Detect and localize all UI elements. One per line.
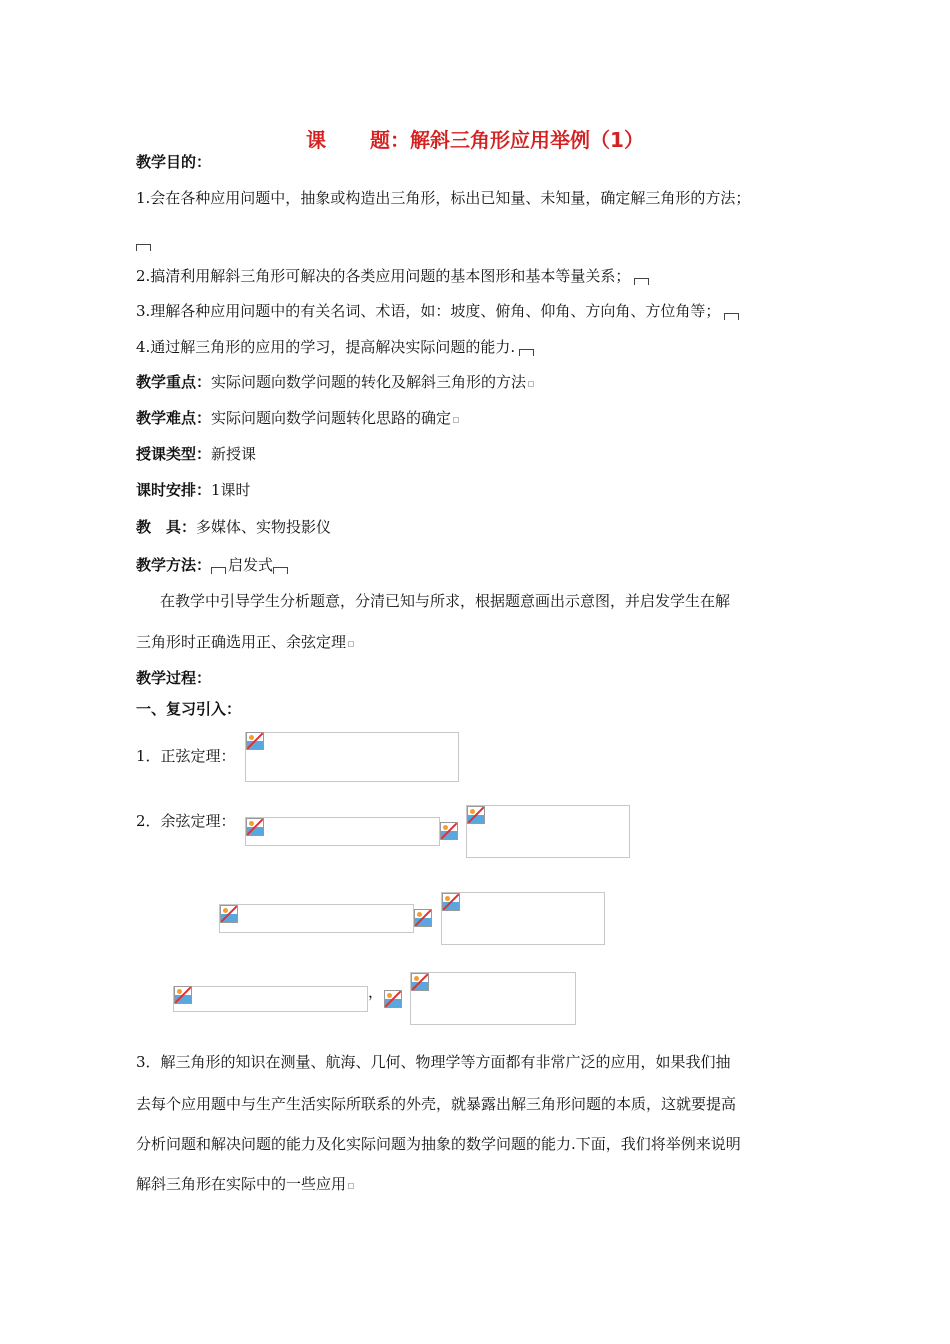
schedule: 课时安排：1课时 (136, 481, 251, 499)
title-part2: 题：解斜三角形应用举例（1） (370, 128, 644, 152)
key-point: 教学重点：实际问题向数学问题的转化及解斜三角形的方法 (136, 372, 534, 392)
method-paragraph-line2: 三角形时正确选用正、余弦定理 (136, 632, 354, 652)
cosine-formula-image-4 (441, 892, 605, 945)
cosine-formula-image-2 (466, 805, 630, 858)
objective-item-1: 1.会在各种应用问题中，抽象或构造出三角形，标出已知量、未知量，确定解三角形的方法； (136, 189, 751, 207)
application-paragraph-line2: 去每个应用题中与生产生活实际所联系的外壳，就暴露出解三角形问题的本质，这就要提高 (136, 1095, 737, 1113)
sine-law-formula-image (245, 732, 459, 782)
objective-item-2: 2.搞清利用解斜三角形可解决的各类应用问题的基本图形和基本等量关系； (136, 266, 649, 286)
objective-item-3: 3.理解各种应用问题中的有关名词、术语，如：坡度、俯角、仰角、方向角、方位角等； (136, 301, 739, 321)
tools: 教 具：多媒体、实物投影仪 (136, 518, 332, 536)
broken-image-icon (467, 806, 485, 824)
objectives-heading: 教学目的： (136, 153, 212, 171)
paragraph-mark (136, 232, 151, 252)
broken-image-icon (440, 822, 458, 840)
page-title (0, 124, 950, 153)
broken-image-icon (411, 973, 429, 991)
broken-image-icon (174, 986, 192, 1004)
formula-comma: ， (368, 983, 384, 1001)
cosine-formula-image-5 (173, 986, 368, 1012)
title-part1: 课 (306, 128, 327, 152)
broken-image-icon (246, 732, 264, 750)
method-paragraph-line1: 在教学中引导学生分析题意，分清已知与所求，根据题意画出示意图，并启发学生在解 (160, 592, 731, 610)
cosine-law-label: 2．余弦定理： (136, 812, 236, 830)
broken-image-icon (442, 893, 460, 911)
application-paragraph-line1: 3．解三角形的知识在测量、航海、几何、物理学等方面都有非常广泛的应用，如果我们抽 (136, 1053, 731, 1071)
method: 教学方法： 启发式 (136, 555, 288, 575)
cosine-formula-image-3 (219, 904, 414, 933)
lesson-type: 授课类型：新授课 (136, 445, 257, 463)
application-paragraph-line3: 分析问题和解决问题的能力及化实际问题为抽象的数学问题的能力.下面，我们将举例来说明 (136, 1135, 741, 1153)
difficulty: 教学难点：实际问题向数学问题转化思路的确定 (136, 408, 459, 428)
broken-image-icon (220, 905, 238, 923)
broken-image-icon (414, 909, 432, 927)
process-heading: 教学过程： (136, 669, 212, 687)
section-review-heading: 一、复习引入： (136, 700, 242, 718)
sine-law-label: 1．正弦定理： (136, 747, 236, 765)
cosine-formula-image-1 (245, 817, 440, 846)
broken-image-icon (246, 818, 264, 836)
application-paragraph-line4: 解斜三角形在实际中的一些应用 (136, 1174, 354, 1194)
broken-image-icon (384, 990, 402, 1008)
cosine-formula-image-6 (410, 972, 576, 1025)
objective-item-4: 4.通过解三角形的应用的学习，提高解决实际问题的能力. (136, 337, 534, 357)
